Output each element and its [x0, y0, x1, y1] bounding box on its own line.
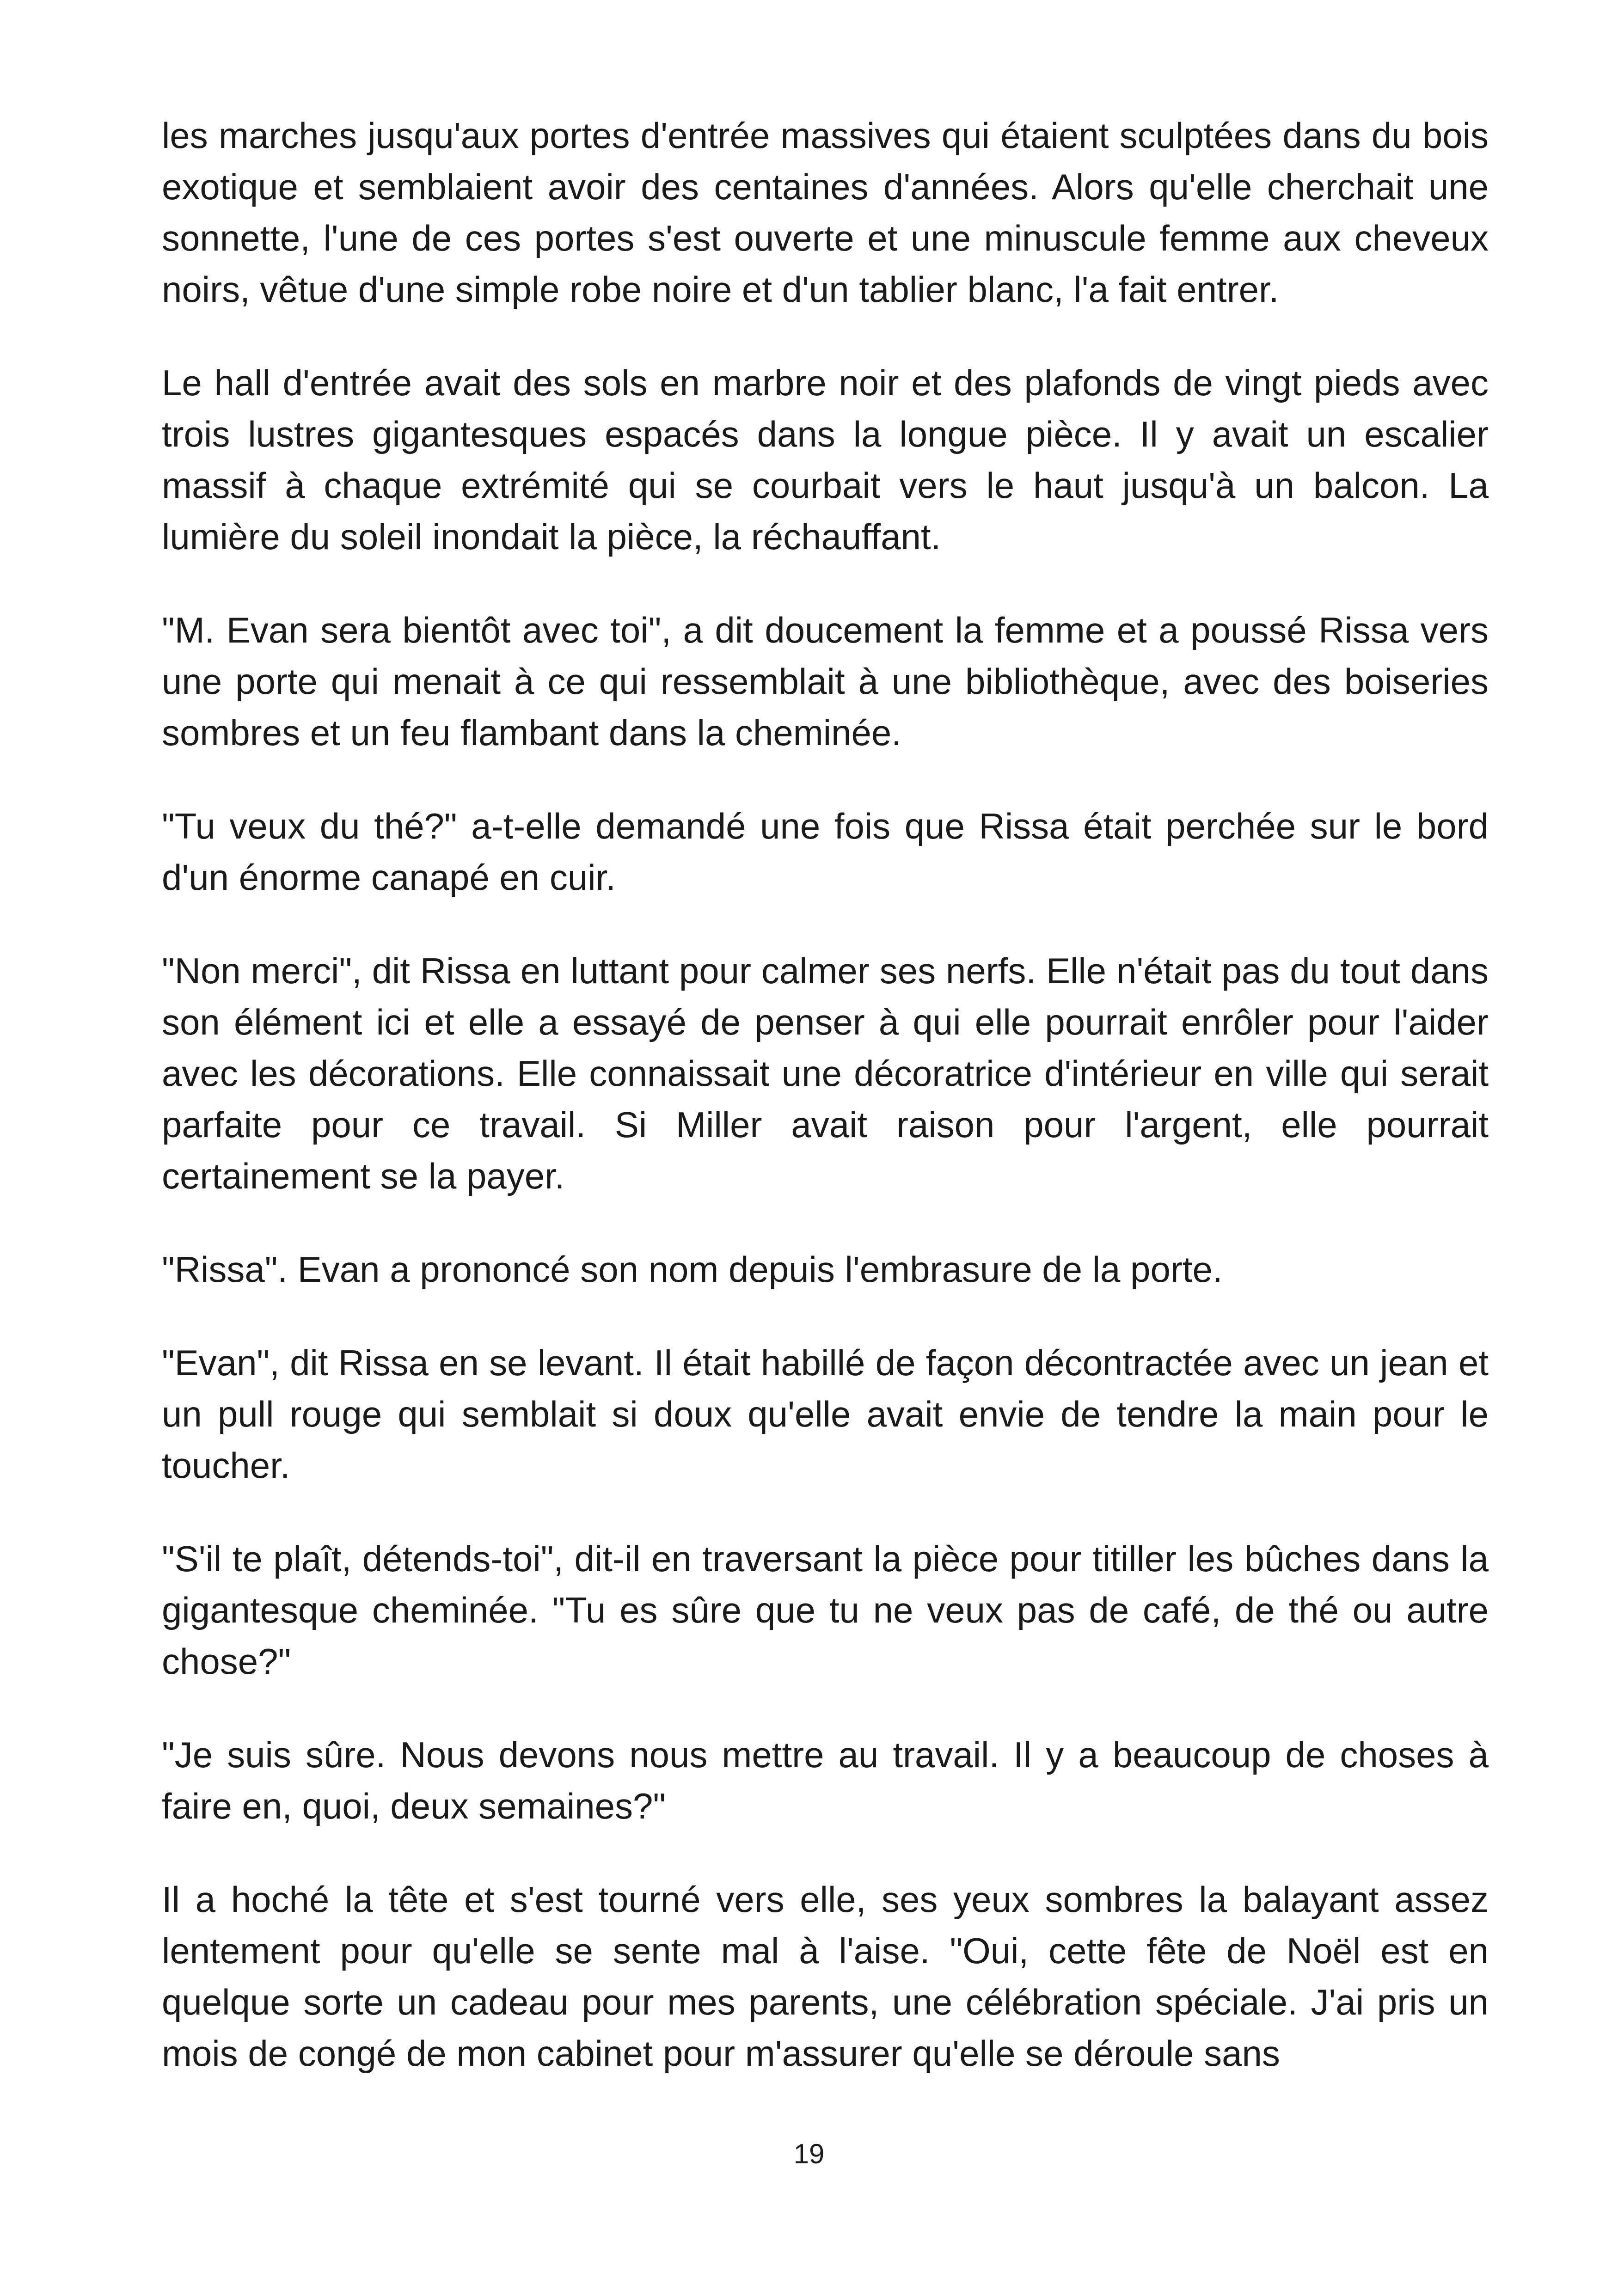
- paragraph: "Non merci", dit Rissa en luttant pour calmer ses nerfs. Elle n'était pas du tout dans son élément ici et elle a essayé de penser à qui elle pourrait enrôler pour l'aider avec les décorations. Elle connaissait une décoratrice d'intérieur en ville qui serait parfaite pour ce travail. Si Miller avait raison pour l'argent, elle pourrait certainement se la payer.: [162, 950, 1489, 1196]
- paragraph: "Rissa". Evan a prononcé son nom depuis l'embrasure de la porte.: [162, 1249, 1223, 1290]
- paragraph: "Tu veux du thé?" a-t-elle demandé une fois que Rissa était perchée sur le bord d'un énorme canapé en cuir.: [162, 806, 1489, 898]
- page-number: 19: [793, 2138, 825, 2169]
- paragraph: les marches jusqu'aux portes d'entrée massives qui étaient sculptées dans du bois exotique et semblaient avoir des centaines d'années. Alors qu'elle cherchait une sonnette, l'une de ces portes s'est ouverte et une minuscule femme aux cheveux noirs, vêtue d'une simple robe noire et d'un tablier blanc, l'a fait entrer.: [162, 115, 1489, 310]
- paragraph: "Je suis sûre. Nous devons nous mettre au travail. Il y a beaucoup de choses à faire en, quoi, deux semaines?": [162, 1734, 1489, 1826]
- paragraph: "S'il te plaît, détends-toi", dit-il en traversant la pièce pour titiller les bûches dans la gigantesque cheminée. "Tu es sûre que tu ne veux pas de café, de thé ou autre chose?": [162, 1538, 1489, 1682]
- paragraph: "M. Evan sera bientôt avec toi", a dit doucement la femme et a poussé Rissa vers une porte qui menait à ce qui ressemblait à une bibliothèque, avec des boiseries sombres et un feu flambant dans la cheminée.: [162, 610, 1489, 753]
- body-text: [162, 110, 1489, 2079]
- paragraph: "Evan", dit Rissa en se levant. Il était habillé de façon décontractée avec un jean et un pull rouge qui semblait si doux qu'elle avait envie de tendre la main pour le toucher.: [162, 1342, 1489, 1486]
- paragraph: Il a hoché la tête et s'est tourné vers elle, ses yeux sombres la balayant assez lentement pour qu'elle se sente mal à l'aise. "Oui, cette fête de Noël est en quelque sorte un cadeau pour mes parents, une célébration spéciale. J'ai pris un mois de congé de mon cabinet pour m'assurer qu'elle se déroule sans: [162, 1879, 1489, 2074]
- paragraph: Le hall d'entrée avait des sols en marbre noir et des plafonds de vingt pieds avec trois lustres gigantesques espacés dans la longue pièce. Il y avait un escalier massif à chaque extrémité qui se courbait vers le haut jusqu'à un balcon. La lumière du soleil inondait la pièce, la réchauffant.: [162, 362, 1489, 557]
